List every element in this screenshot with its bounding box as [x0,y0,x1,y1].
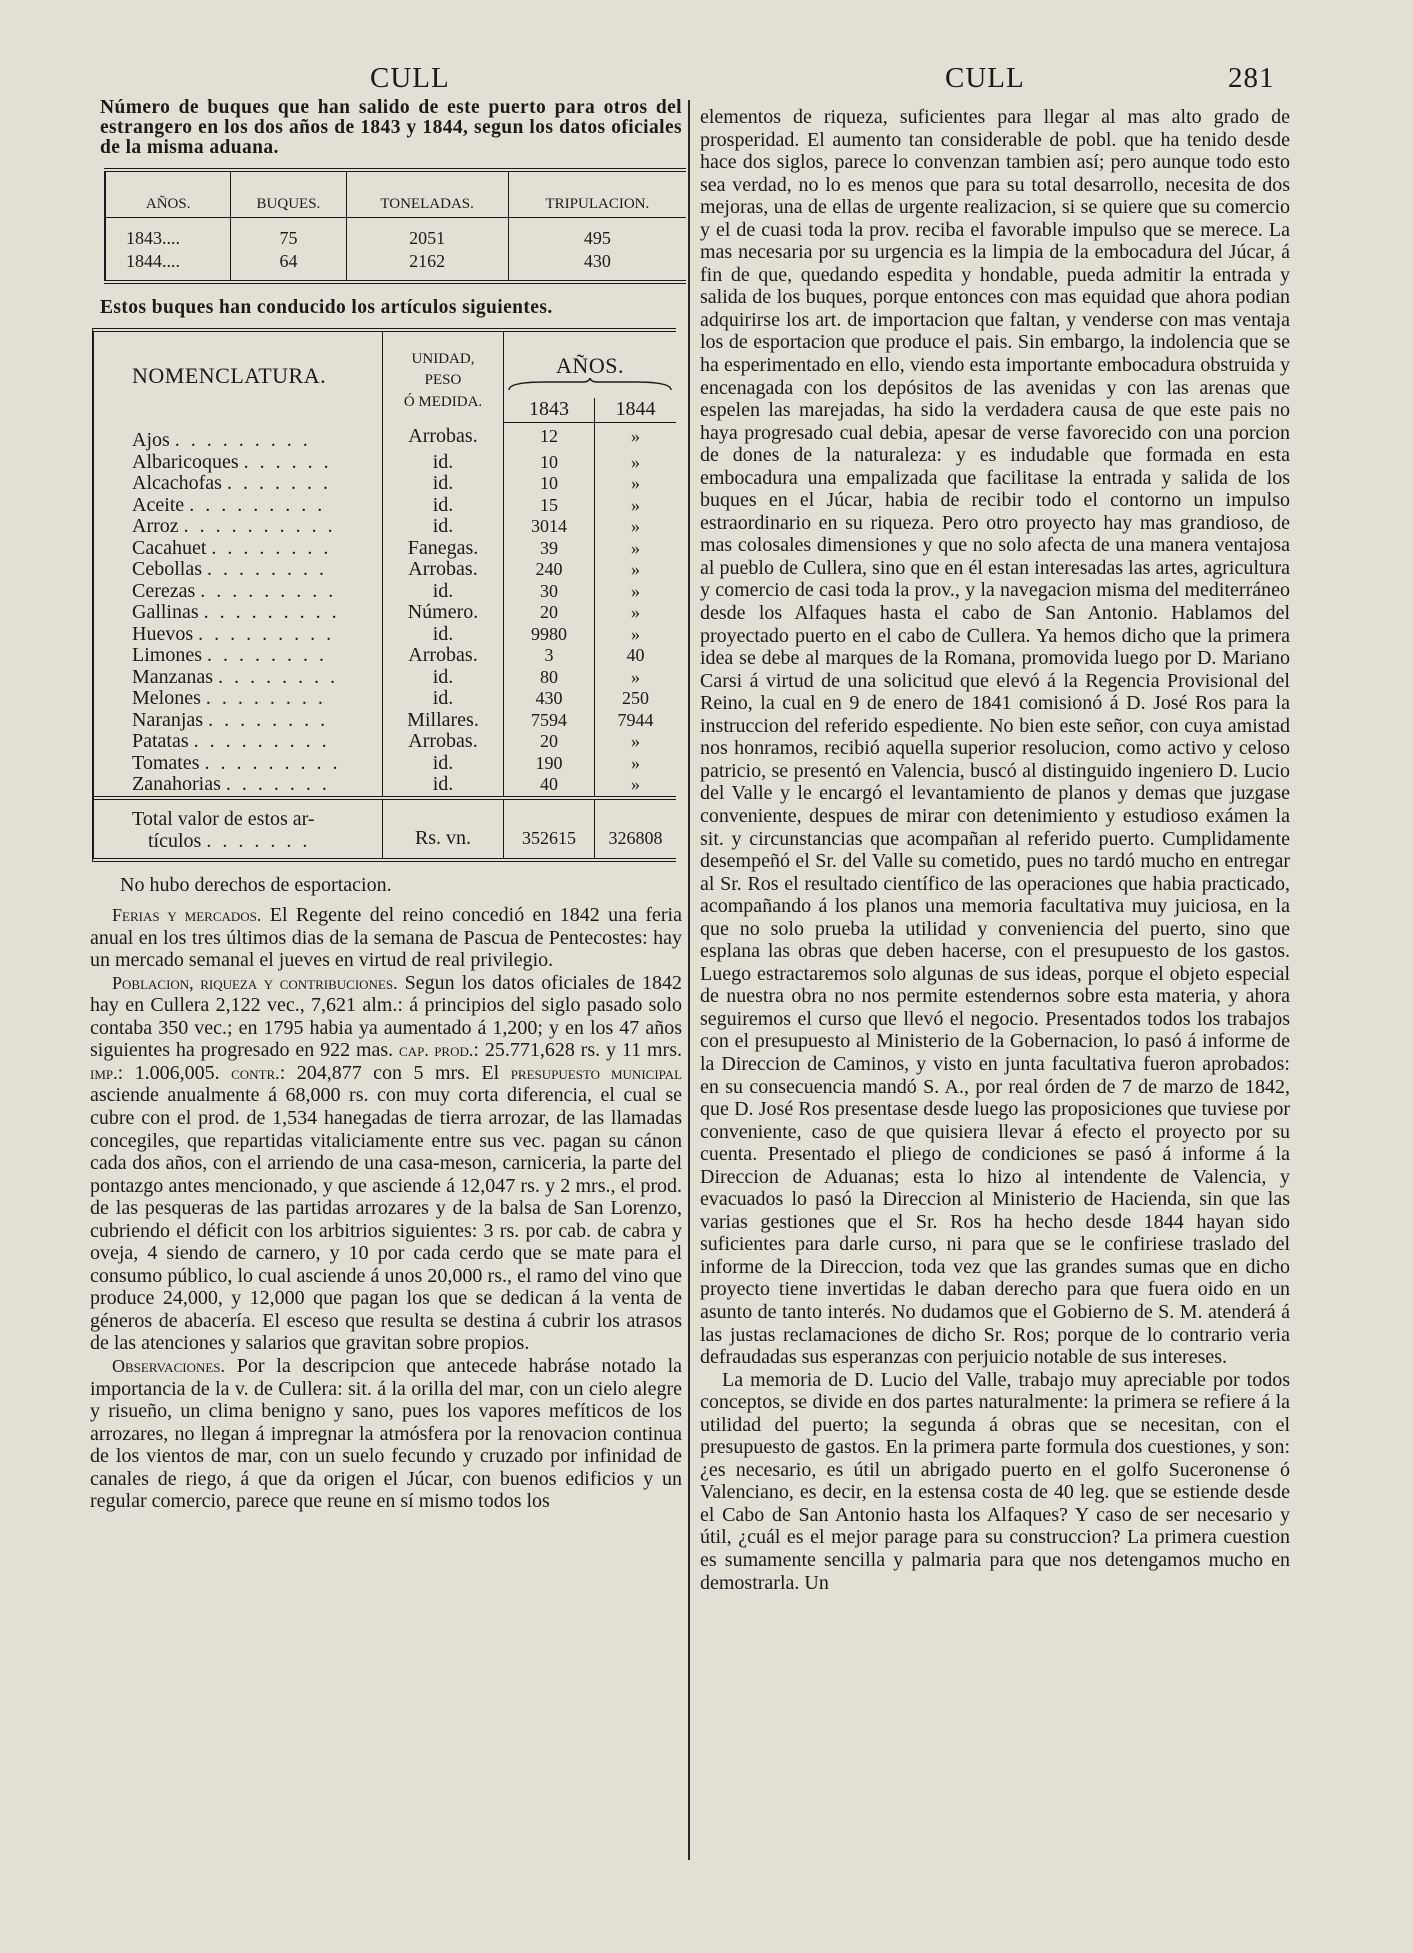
imp-label: imp. [90,1062,118,1083]
goods-item-name: Huevos [132,622,194,645]
goods-item-1844: » [595,422,677,452]
ferias-heading: Ferias y mercados. [112,905,262,926]
ships-header-years: AÑOS. [105,170,231,218]
goods-item-unit: id. [383,452,504,474]
goods-header-unit-1: UNIDAD, [411,350,475,367]
ships-cell: 430 [583,251,611,271]
goods-item-dots: . . . . . . . . [207,558,327,580]
goods-item-1843: 30 [504,581,595,603]
goods-item-1844: » [595,452,677,474]
goods-row [94,495,676,517]
goods-item-unit: Arrobas. [383,422,504,452]
goods-item-unit: id. [383,473,504,495]
goods-item-dots: . . . . . . . . [205,687,326,709]
goods-row [94,774,676,798]
header-right-title: CULL [945,62,1025,94]
goods-header-years: AÑOS. [556,352,624,378]
goods-item-name: Naranjas [132,708,204,731]
goods-item-unit: Arrobas. [383,731,504,753]
goods-row [94,473,676,495]
observaciones-paragraph [90,1355,682,1513]
goods-item-1844: » [595,602,677,624]
goods-item-1844: » [595,753,677,775]
goods-item-unit: id. [383,581,504,603]
goods-item-dots: . . . . . . . . . [193,730,330,752]
goods-item-name: Cacahuet [132,536,207,559]
ships-header-tons: TONELADAS. [346,170,508,218]
goods-item-1843: 40 [504,774,595,798]
goods-item-unit: id. [383,624,504,646]
goods-row [94,624,676,646]
brace-icon [505,378,675,392]
goods-item-name: Aceite [132,493,185,516]
goods-item-dots: . . . . . . . . [208,708,329,731]
goods-row [94,452,676,474]
goods-header-row [94,332,676,398]
goods-item-unit: Fanegas. [383,538,504,560]
goods-total-label-2: tículos [148,829,202,852]
ships-cell: 495 [583,228,611,248]
goods-item-1843: 240 [504,559,595,581]
no-duties-note: No hubo derechos de esportacion. [120,873,392,896]
goods-item-1844: 250 [595,688,677,710]
cap-prod-value: : 25.771,628 rs. y 11 mrs. [473,1039,682,1062]
goods-item-name: Patatas [132,730,189,752]
goods-item-1844: 40 [595,645,677,667]
goods-total-1844: 326808 [595,798,677,858]
goods-item-1843: 9980 [504,624,595,646]
goods-item-name: Albaricoques [132,450,239,473]
goods-item-name: Gallinas [132,601,199,623]
goods-item-name: Manzanas [132,665,214,688]
goods-item-1844: » [595,581,677,603]
goods-row [94,516,676,538]
goods-item-1844: » [595,559,677,581]
presupuesto-label: presupuesto municipal [510,1062,683,1083]
goods-item-1844: » [595,495,677,517]
goods-row [94,710,676,732]
goods-item-1843: 20 [504,731,595,753]
goods-header-nomenclature: NOMENCLATURA. [132,363,327,389]
goods-intro: Estos buques han conducido los artículos siguientes. [100,297,553,318]
goods-item-dots: . . . . . . . . . [203,601,340,623]
goods-item-dots: . . . . . . . [226,472,331,494]
goods-item-unit: id. [383,774,504,798]
ships-header-ships: BUQUES. [231,170,346,218]
goods-row [94,602,676,624]
goods-item-dots: . . . . . . . . . [200,579,337,602]
goods-item-unit: Millares. [383,710,504,732]
goods-item-unit: Número. [383,602,504,624]
poblacion-text-1: Segun los datos oficiales de 1842 hay en Cullera 2,122 vec., 7,621 alm.: á principios del siglo pasado solo contaba 350 vec.; en 1795 habia ya aumentado á 1,200; y en los 47 años siguientes ha progresado en 922 mas. [90,971,682,1062]
goods-total-dots: . . . . . . . [206,829,311,852]
goods-item-1843: 7594 [504,710,595,732]
ships-cell: 1844.... [105,250,231,282]
goods-item-dots: . . . . . . . . [218,665,339,688]
goods-item-dots: . . . . . . . . . [198,622,335,645]
goods-item-1843: 430 [504,688,595,710]
goods-item-1844: » [595,731,677,753]
goods-item-1843: 3014 [504,516,595,538]
goods-item-name: Ajos [132,429,170,451]
goods-row [94,422,676,452]
observaciones-heading: Observaciones. [112,1355,226,1376]
imp-value: : 1.006,005. [117,1061,220,1084]
goods-item-name: Alcachofas [132,472,222,494]
goods-item-dots: . . . . . . [243,450,332,473]
goods-total-row [94,798,676,858]
goods-header-unit-3: Ó MEDIDA. [403,393,483,410]
goods-header-unit-2: PESO [424,372,462,389]
right-column [700,106,1290,1594]
goods-item-1843: 39 [504,538,595,560]
goods-item-unit: id. [383,667,504,689]
goods-item-unit: id. [383,516,504,538]
goods-item-name: Cebollas [132,558,202,580]
goods-table [94,332,676,858]
goods-item-1843: 15 [504,495,595,517]
ships-table-header [105,170,686,218]
goods-row [94,753,676,775]
ships-intro: Número de buques que han salido de este puerto para otros del estrangero en los dos años de 1843 y 1844, segun los datos oficiales de la misma aduana. [100,97,682,158]
goods-item-1843: 20 [504,602,595,624]
poblacion-paragraph [90,972,682,1355]
observaciones-text: Por la descripcion que antecede habráse notado la importancia de la v. de Cullera: sit. á la orilla del mar, con un cielo alegre y risueño, un clima benigno y sano, pues los vapores mefíticos de los arrozares, no llegan á impregnar la atmósfera por la renovacion continua de los vientos de mar, con un suelo fecundo y cruzado por infinidad de canales de riego, á que da origen el Júcar, con buenos edificios y un regular comercio, parece que reune en sí mismo todos los [90,1354,683,1513]
contr-value: : 204,877 con 5 mrs. El [279,1061,500,1084]
goods-total-unit: Rs. vn. [383,798,504,858]
ships-cell: 2162 [346,250,508,282]
ships-table [104,168,686,284]
goods-item-dots: . . . . . . . . [211,536,332,559]
goods-item-dots: . . . . . . . [225,773,330,795]
goods-item-unit: Arrobas. [383,645,504,667]
cap-prod-label: cap. prod. [399,1040,474,1061]
poblacion-heading: Poblacion, riqueza y contribuciones. [112,972,398,993]
ships-row [105,250,686,282]
goods-row [94,731,676,753]
goods-total-1843: 352615 [504,798,595,858]
goods-item-1843: 3 [504,645,595,667]
goods-item-1844: » [595,624,677,646]
goods-item-name: Tomates [132,751,200,774]
goods-item-1844: » [595,516,677,538]
right-paragraph-2: La memoria de D. Lucio del Valle, trabajo muy apreciable por todos conceptos, se divide en dos partes naturalmente: la primera se refiere á la utilidad del puerto; la segunda á obras que se necesitan, con el presupuesto de gastos. En la primera parte formula dos cuestiones, y son: ¿es necesario, es útil un abrigado puerto en el golfo Suceronense ó Valenciano, es decir, en la estensa costa de 40 leg. que se estiende desde el Cabo de San Antonio hasta los Alfaques? Y caso de ser necesario y útil, ¿cuál es el mejor parage para su construccion? La primera cuestion es sumamente sencilla y palmaria para que nos detengamos mucho en demostrarla. Un [700,1368,1290,1594]
goods-item-name: Cerezas [132,579,196,602]
right-paragraph-1: elementos de riqueza, suficientes para llegar al mas alto grado de prosperidad. El aumento tan considerable de pobl. que ha tenido desde hace dos siglos, parece lo convenzan tambien así; pero aunque todo esto sea verdad, no lo es menos que para su total desarrollo, necesita de dos mejoras, una de ellas de urgente realizacion, si se quiere que su comercio y el de cuasi toda la prov. reciba el favorable impulso que se merece. La mas necesaria por su urgencia es la limpia de la embocadura del Júcar, á fin de que, quedando espedita y hondable, pueda admitir la entrada y salida de los buques, porque entonces con mas equidad que ahora podian adquirirse los art. de importacion que faltan, y venderse con mas ventaja los de esportacion que produce el pais. Sin embargo, la indolencia que se ha esperimentado en ello, viendo esta importante embocadura obstruida y encenagada con los depósitos de las avenidas y con las arenas que espelen las marejadas, ha sido la verdadera causa de que este pais no haya progresado cual debia, apesar de verse favorecido con una porcion de dones de la naturaleza: y es indudable que formada en esta embocadura una empalizada que facilitase la entrada y salida de los buques en el Júcar, habia de recibir todo el contorno un impulso estraordinario en su riqueza. Pero otro proyecto hay mas grandioso, de mas colosales dimensiones y que no solo afecta de una manera ventajosa al pueblo de Cullera, sino que en él estan interesadas las artes, agricultura y comercio de casi toda la prov., y la navegacion misma del mediterráneo desde los Alfaques hasta el cabo de San Antonio. Hablamos del proyectado puerto en el cabo de Cullera. Ya hemos dicho que la primera idea se debe al marques de la Romana, promovida luego por D. Mariano Carsi á virtud de una solicitud que elevó á la Regencia Provisional del Reino, la cual en 9 de enero de 1841 comisionó á D. José Ros para la instruccion del referido espediente. No bien este señor, con cuya amistad nos honramos, recibió aquella superior resolucion, como activo y celoso patricio, se presentó en Valencia, buscó al distinguido ingeniero D. Lucio del Valle y le encargó el levantamiento de planos y demas que juzgase conveniente, despues de mirar con detenimiento y estudioso exámen la sit. y circunstancias que acompañan al referido puerto. Cumplidamente desempeñó el Sr. del Valle su cometido, pues no tardó mucho en entregar al Sr. Ros el resultado científico de las operaciones que habia practicado, acompañando á los planos una memoria facultativa muy juiciosa, en la que no solo prueba la utilidad y conveniencia del puerto, sino que esplana las obras que deben hacerse, con el presupuesto de los gastos. Luego estractaremos solo algunas de sus ideas, porque el objeto especial de nuestra obra no nos permite estendernos sobre esta materia, y ahora seguiremos el curso que llevó el negocio. Presentados todos los trabajos con el presupuesto al Ministerio de la Gobernacion, lo pasó á informe de la Direccion de Caminos, y visto en junta facultativa fueron aprobados: en su consecuencia mandó S. A., por real órden de 7 de marzo de 1842, que D. José Ros presentase desde luego las proposiciones que tuviese por conveniente, caso de que quisiera llevar á efecto el proyecto por su cuenta. Presentado el pliego de condiciones se pasó á informe á la Direccion de Aduanas; esta lo hizo al intendente de Valencia, y evacuados lo pasó la Direccion al Ministerio de Hacienda, sin que las varias gestiones que el Sr. Ros ha hecho desde 1844 hayan sido suficientes para darle curso, ni para que se le confiriese traslado del informe de la Direccion, toda vez que las grandes sumas que en dicho proyecto tiene invertidas le daban derecho para que fuera oido en un asunto de tanto interés. No dudamos que el Gobierno de S. M. atenderá á las justas reclamaciones de dicho Sr. Ros; porque de lo contrario veria defraudadas sus esperanzas con perjuicio notable de sus intereses. [700,106,1290,1369]
ships-row [105,218,686,251]
ships-cell: 1843.... [105,218,231,251]
ships-header-crew: TRIPULACION. [508,170,686,218]
goods-table-box [92,328,676,862]
goods-row [94,559,676,581]
goods-item-1844: » [595,538,677,560]
column-divider [688,100,690,1860]
goods-row [94,667,676,689]
goods-row [94,581,676,603]
goods-item-dots: . . . . . . . . . [174,429,311,451]
goods-item-1844: 7944 [595,710,677,732]
goods-item-1843: 12 [504,422,595,452]
goods-item-name: Zanahorias [132,773,221,795]
poblacion-text-2: asciende anualmente á 68,000 rs. con muy corta diferencia, el cual se cubre con el prod. de 1,534 hanegadas de tierra arrozar, de las llamadas concegiles, que repartidas vitaliciamente entre sus vec. pagan su cánon cada dos años, con el arriendo de una casa-meson, carniceria, la parte del pontazgo antes mencionado, y que asciende á 12,047 rs. y 2 mrs., el prod. de las pesqueras de las partidas arrozares y de la balsa de San Lorenzo, cubriendo el déficit con los arbitrios siguientes: 3 rs. por cab. de cabra y oveja, 4 siendo de carnero, y 10 por cada cerdo que se mate para el consumo público, lo cual asciende á unos 20,000 rs., el ramo del vino que produce 24,000, y 12,000 que pagan los que se dedican á la venta de géneros de abacería. El esceso que resulta se destina á cubrir los atrasos de las atenciones y salarios que gravitan sobre propios. [90,1084,682,1355]
goods-item-name: Limones [132,644,202,666]
goods-item-unit: id. [383,495,504,517]
header-left-title: CULL [370,62,450,94]
goods-row [94,645,676,667]
goods-item-unit: id. [383,753,504,775]
goods-item-1844: » [595,774,677,798]
goods-item-1844: » [595,473,677,495]
contr-label: contr. [231,1062,280,1083]
goods-row [94,538,676,560]
goods-item-1843: 190 [504,753,595,775]
ships-cell: 75 [231,218,346,251]
page-number: 281 [1228,62,1275,94]
goods-item-unit: id. [383,688,504,710]
ships-cell: 64 [231,250,346,282]
goods-item-1843: 10 [504,473,595,495]
goods-header-1844: 1844 [595,398,677,422]
goods-item-name: Arroz [132,515,179,537]
goods-item-name: Melones [132,687,201,709]
goods-item-1843: 80 [504,667,595,689]
goods-item-unit: Arrobas. [383,559,504,581]
ships-cell: 2051 [346,218,508,251]
goods-item-dots: . . . . . . . . [207,644,327,666]
goods-header-1843: 1843 [504,398,595,422]
ferias-paragraph [90,904,682,972]
goods-item-dots: . . . . . . . . . [204,751,341,774]
goods-total-label-1: Total valor de estos ar- [132,807,315,830]
goods-item-dots: . . . . . . . . . [189,493,326,516]
goods-item-1843: 10 [504,452,595,474]
ferias-text: El Regente del reino concedió en 1842 una feria anual en los tres últimos dias de la semana de Pascua de Pentecostes: hay un mercado semanal el jueves en virtud de real privilegio. [90,904,682,972]
left-column [90,98,682,1513]
goods-item-dots: . . . . . . . . . . [183,515,336,537]
goods-row [94,688,676,710]
goods-item-1844: » [595,667,677,689]
